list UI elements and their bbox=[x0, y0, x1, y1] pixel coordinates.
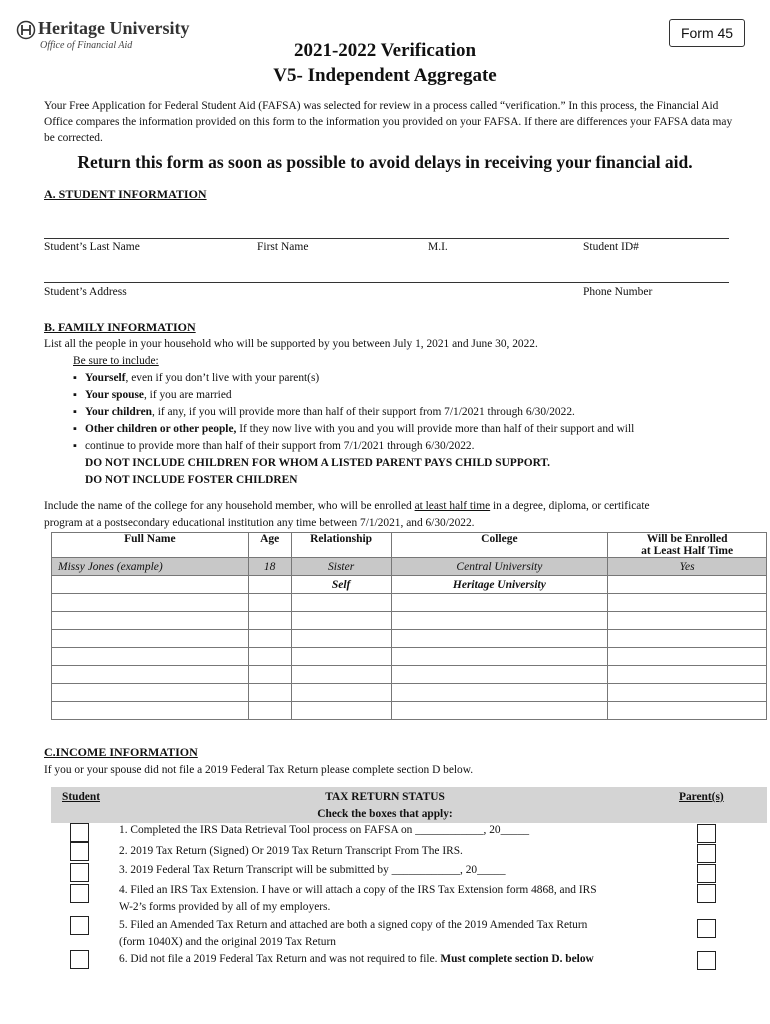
student-checkbox-6[interactable] bbox=[70, 950, 89, 969]
logo-seal-icon bbox=[16, 20, 36, 40]
cell: 18 bbox=[248, 558, 291, 576]
cell: Missy Jones (example) bbox=[52, 558, 249, 576]
college-note: Include the name of the college for any household member, who will be enrolled at least half time in a degree, diploma, or certificate bbox=[44, 500, 650, 512]
parent-checkbox-1[interactable] bbox=[697, 824, 716, 843]
table-row[interactable] bbox=[52, 702, 767, 720]
list-item-cont: ▪ continue to provide more than half of their support from 7/1/2021 through 6/30/2022. bbox=[73, 438, 634, 455]
warning-foster: DO NOT INCLUDE FOSTER CHILDREN bbox=[85, 474, 298, 486]
cell[interactable] bbox=[52, 576, 249, 594]
tax-item-3: 3. 2019 Federal Tax Return Transcript will be submitted by ____________, 20_____ bbox=[119, 864, 506, 876]
section-a-heading: A. STUDENT INFORMATION bbox=[44, 187, 207, 201]
warning-child-support: DO NOT INCLUDE CHILDREN FOR WHOM A LISTED PARENT PAYS CHILD SUPPORT. bbox=[85, 457, 550, 469]
parent-checkbox-2[interactable] bbox=[697, 844, 716, 863]
be-sure-label: Be sure to include: bbox=[73, 355, 159, 367]
college-note-2: program at a postsecondary educational institution any time between 7/1/2021, and 6/30/2022. bbox=[44, 517, 475, 529]
parent-checkbox-6[interactable] bbox=[697, 951, 716, 970]
header-relationship: Relationship bbox=[291, 533, 391, 558]
table-row[interactable] bbox=[52, 648, 767, 666]
cell[interactable] bbox=[248, 576, 291, 594]
student-checkbox-1[interactable] bbox=[70, 823, 89, 842]
logo-name: Heritage University bbox=[38, 18, 190, 38]
first-name-label: First Name bbox=[257, 241, 309, 253]
col-parents-label: Parent(s) bbox=[679, 791, 724, 803]
mi-label: M.I. bbox=[428, 241, 448, 253]
tax-item-2: 2. 2019 Tax Return (Signed) Or 2019 Tax Return Transcript From The IRS. bbox=[119, 845, 463, 857]
address-label: Student’s Address bbox=[44, 286, 127, 298]
section-b-heading: B. FAMILY INFORMATION bbox=[44, 320, 196, 334]
table-row[interactable] bbox=[52, 594, 767, 612]
self-row bbox=[52, 576, 767, 594]
tax-item-4: 4. Filed an IRS Tax Extension. I have or will attach a copy of the IRS Tax Extension form 4868, and IRS bbox=[119, 884, 597, 896]
table-row[interactable] bbox=[52, 630, 767, 648]
tax-item-4-cont: W-2’s forms provided by all of my employers. bbox=[119, 901, 331, 913]
header-college: College bbox=[391, 533, 608, 558]
col-check-label: Check the boxes that apply: bbox=[317, 808, 453, 820]
table-header-row bbox=[52, 533, 767, 558]
last-name-label: Student’s Last Name bbox=[44, 241, 140, 253]
cell[interactable] bbox=[608, 576, 767, 594]
student-checkbox-3[interactable] bbox=[70, 863, 89, 882]
tax-item-6: 6. Did not file a 2019 Federal Tax Return and was not required to file. Must complete section D. below bbox=[119, 953, 594, 965]
example-row bbox=[52, 558, 767, 576]
table-row[interactable] bbox=[52, 684, 767, 702]
cell: Sister bbox=[291, 558, 391, 576]
cell: Yes bbox=[608, 558, 767, 576]
household-table bbox=[51, 532, 767, 720]
cell: Central University bbox=[391, 558, 608, 576]
phone-label: Phone Number bbox=[583, 286, 653, 298]
return-headline: Return this form as soon as possible to avoid delays in receiving your financial aid. bbox=[77, 152, 693, 172]
student-checkbox-2[interactable] bbox=[70, 842, 89, 861]
student-id-label: Student ID# bbox=[583, 241, 639, 253]
student-checkbox-5[interactable] bbox=[70, 916, 89, 935]
form-title: 2021-2022 Verification bbox=[293, 40, 477, 61]
header-age: Age bbox=[248, 533, 291, 558]
tax-item-1: 1. Completed the IRS Data Retrieval Tool process on FAFSA on ____________, 20_____ bbox=[119, 824, 530, 836]
section-c-heading: C.INCOME INFORMATION bbox=[44, 745, 198, 759]
header-full-name: Full Name bbox=[52, 533, 249, 558]
tax-item-5-cont: (form 1040X) and the original 2019 Tax Return bbox=[119, 936, 336, 948]
parent-checkbox-4[interactable] bbox=[697, 884, 716, 903]
col-status-label: TAX RETURN STATUS bbox=[325, 791, 445, 803]
logo-office: Office of Financial Aid bbox=[40, 40, 133, 51]
cell: Self bbox=[291, 576, 391, 594]
intro-paragraph: Your Free Application for Federal Student Aid (FAFSA) was selected for review in a process called “verification.” In this process, the Financial Aid Office compares the information provided on this form to the information you provided on your FAFSA. If there are differences your FAFSA data may be corrected. bbox=[44, 100, 733, 144]
student-checkbox-4[interactable] bbox=[70, 884, 89, 903]
list-item: ▪ Your children, if any, if you will provide more than half of their support from 7/1/2021 through 6/30/2022. bbox=[73, 404, 634, 421]
form-subtitle: V5- Independent Aggregate bbox=[273, 65, 497, 86]
income-note: If you or your spouse did not file a 2019 Federal Tax Return please complete section D below. bbox=[44, 764, 474, 776]
table-row[interactable] bbox=[52, 666, 767, 684]
parent-checkbox-5[interactable] bbox=[697, 919, 716, 938]
address-line bbox=[44, 282, 729, 283]
col-student-label: Student bbox=[62, 791, 100, 803]
cell: Heritage University bbox=[391, 576, 608, 594]
table-row[interactable] bbox=[52, 612, 767, 630]
name-line bbox=[44, 238, 729, 239]
header-enrolled: Will be Enrolled at Least Half Time bbox=[608, 533, 767, 558]
tax-item-5: 5. Filed an Amended Tax Return and attached are both a signed copy of the 2019 Amended Tax Return bbox=[119, 919, 588, 931]
list-item: ▪ Yourself, even if you don’t live with your parent(s) bbox=[73, 370, 634, 387]
family-instruction: List all the people in your household who will be supported by you between July 1, 2021 and June 30, 2022. bbox=[44, 338, 538, 350]
include-list bbox=[73, 370, 634, 455]
form-number-badge: Form 45 bbox=[669, 19, 745, 47]
list-item: ▪ Your spouse, if you are married bbox=[73, 387, 634, 404]
parent-checkbox-3[interactable] bbox=[697, 864, 716, 883]
list-item: ▪ Other children or other people, If they now live with you and you will provide more than half of their support and will bbox=[73, 421, 634, 438]
